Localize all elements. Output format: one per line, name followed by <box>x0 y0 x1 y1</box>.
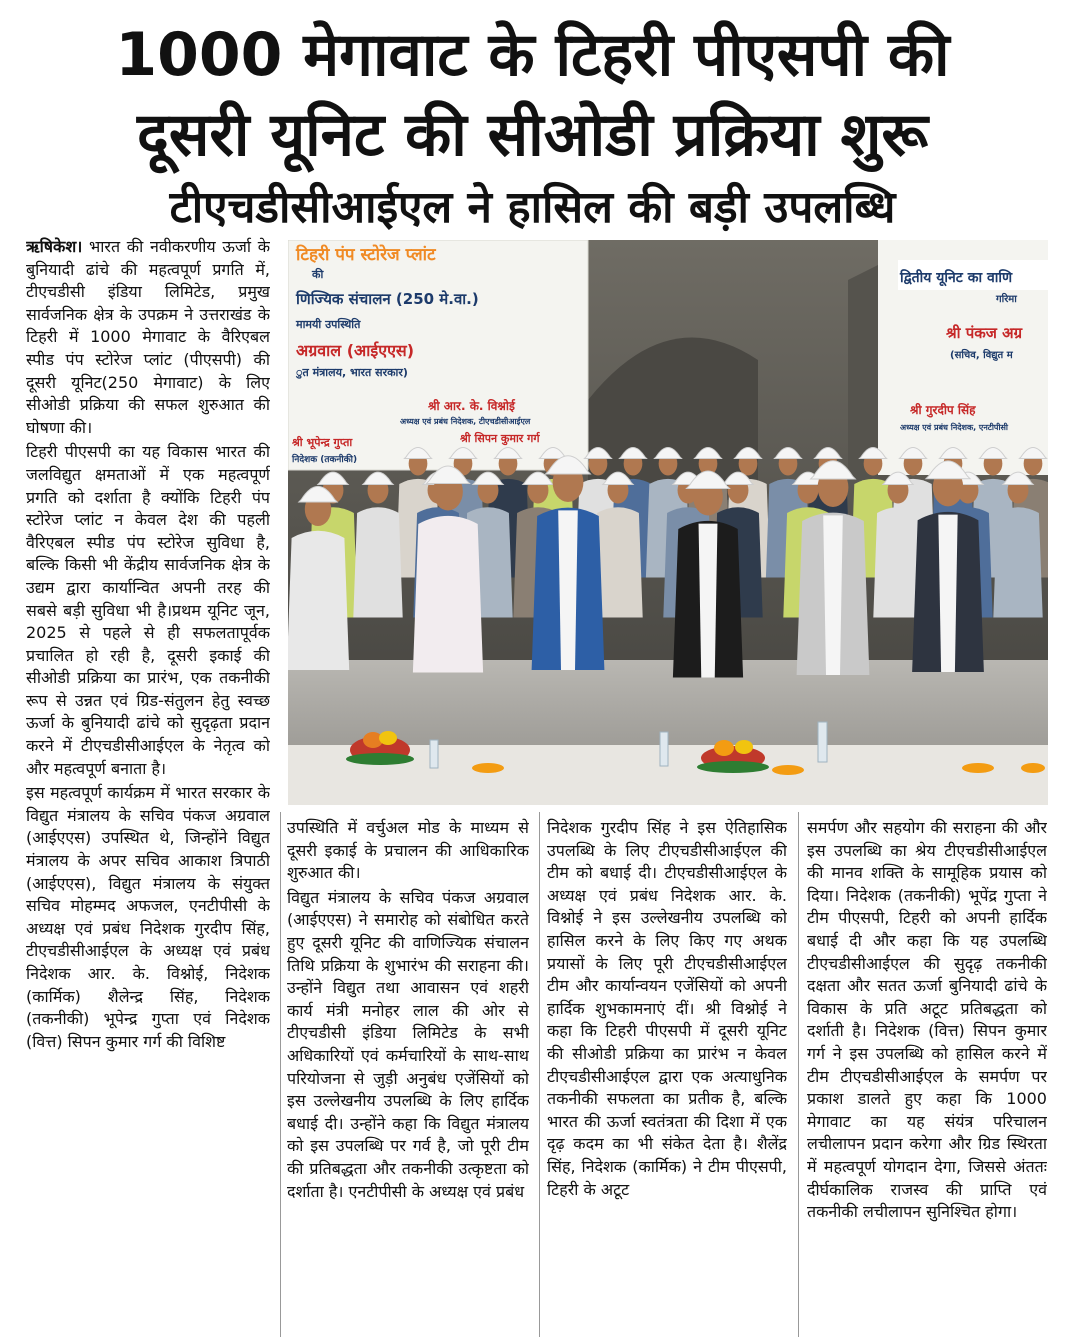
article-column-3 <box>547 817 787 1337</box>
banner-right-name: श्री गुरदीप सिंह <box>910 403 976 417</box>
headline-line-2: दूसरी यूनिट की सीओडी प्रक्रिया शुरू <box>136 100 929 170</box>
banner-right-text: गरिमा <box>996 294 1017 305</box>
banner-left-name: श्री आर. के. विश्नोई <box>428 399 515 413</box>
banner-left-text: निदेशक (तकनीकी) <box>292 455 358 465</box>
subheadline: टीएचडीसीआईएल ने हासिल की बड़ी उपलब्धि <box>169 182 896 233</box>
paragraph: भारत की नवीकरणीय ऊर्जा के बुनियादी ढांचे की महत्वपूर्ण प्रगति में, टीएचडीसी इंडिया लिमिटेड, प्रमुख सार्वजनिक क्षेत्र के उपक्रम ने उत्तराखंड के टिहरी में 1000 मेगावाट के वैरिएबल स्पीड पंप स्टोरेज प्लांट (पीएसपी) की दूसरी यूनिट(250 मेगावाट) के लिए सीओडी प्रक्रिया की सफल शुरुआत की घोषणा की। <box>26 237 270 437</box>
article-column-2 <box>287 817 529 1337</box>
dateline: ऋषिकेश। <box>26 237 83 256</box>
banner-right-text: (सचिव, विद्युत म <box>950 350 1013 361</box>
banner-left-name: श्री भूपेन्द्र गुप्ता <box>292 436 353 449</box>
banner-left-text: की <box>312 268 324 281</box>
banner-right-name: श्री पंकज अग्र <box>946 324 1023 342</box>
article-column-4 <box>807 817 1047 1337</box>
paragraph: विद्युत मंत्रालय के सचिव पंकज अग्रवाल (आईएएस) ने समारोह को संबोधित करते हुए दूसरी यूनिट की वाणिज्यिक संचालन तिथि प्रक्रिया के शुभारंभ की सराहना की। उन्होंने विद्युत तथा आवासन एवं शहरी कार्य मंत्री मनोहर लाल की ओर से टीएचडीसी इंडिया लिमिटेड के सभी अधिकारियों एवं कर्मचारियों के साथ-साथ परियोजना से जुड़ी अनुबंध एजेंसियों को इस उल्लेखनीय उपलब्धि के लिए हार्दिक बधाई दी। उन्होंने कहा कि विद्युत मंत्रालय को इस उपलब्धि पर गर्व है, जो पूरी टीम की प्रतिबद्धता और तकनीकी उत्कृष्टता को दर्शाता है। एनटीपीसी के अध्यक्ष एवं प्रबंध <box>287 887 529 1201</box>
banner-left-text: ुत मंत्रालय, भारत सरकार) <box>296 366 408 379</box>
paragraph: टिहरी पीएसपी का यह विकास भारत की जलविद्युत क्षमताओं में एक महत्वपूर्ण प्रगति को दर्शाता है क्योंकि टिहरी पंप स्टोरेज प्लांट न केवल देश की पहली वैरिएबल स्पीड पंप स्टोरेज सुविधा है, बल्कि किसी भी केंद्रीय सार्वजनिक क्षेत्र के उद्यम द्वारा कार्यान्वित अपनी तरह की सबसे बड़ी सुविधा भी है।प्रथम यूनिट जून, 2025 से पहले से ही सफलतापूर्वक प्रचालित हो रही है, दूसरी इकाई की सीओडी प्रक्रिया का प्रारंभ, एक तकनीकी रूप से उन्नत एवं ग्रिड-संतुलन हेतु स्वच्छ ऊर्जा के बुनियादी ढांचे को सुदृढ़ता प्रदान करने में टीएचडीसीआईएल के नेतृत्व को और महत्वपूर्ण बनाता है। <box>26 442 270 778</box>
column-rule <box>280 812 281 1337</box>
headline-line-1: 1000 मेगावाट के टिहरी पीएसपी की <box>115 20 950 90</box>
column-rule <box>539 812 540 1337</box>
paragraph: इस महत्वपूर्ण कार्यक्रम में भारत सरकार के विद्युत मंत्रालय के सचिव पंकज अग्रवाल (आईएएस) उपस्थित थे, जिन्होंने विद्युत मंत्रालय के अपर सचिव आकाश त्रिपाठी (आईएएस), विद्युत मंत्रालय के संयुक्त सचिव मोहम्मद अफजल, एनटीपीसी के अध्यक्ष एवं प्रबंध निदेशक गुरदीप सिंह, टीएचडीसीआईएल के अध्यक्ष एवं प्रबंध निदेशक आर. के. विश्नोई, निदेशक (कार्मिक) शैलेन्द्र सिंह, निदेशक (तकनीकी) भूपेन्द्र गुप्ता एवं निदेशक (वित्त) सिपन कुमार गर्ग की विशिष्ट <box>26 783 270 1051</box>
banner-left-name: श्री सिपन कुमार गर्ग <box>460 432 540 445</box>
banner-right-text: अध्यक्ष एवं प्रबंध निदेशक, एनटीपीसी <box>900 423 1008 432</box>
paragraph: निदेशक गुरदीप सिंह ने इस ऐतिहासिक उपलब्धि के लिए टीएचडीसीआईएल की टीम को बधाई दी। टीएचडीसीआईएल के अध्यक्ष एवं प्रबंध निदेशक आर. के. विश्नोई ने इस उल्लेखनीय उपलब्धि को हासिल करने के लिए किए गए अथक प्रयासों के लिए पूरी टीएचडीसीआईएल टीम और कार्यान्वयन एजेंसियों को अपनी हार्दिक शुभकामनाएं दीं। श्री विश्नोई ने कहा कि टिहरी पीएसपी में दूसरी यूनिट की सीओडी प्रक्रिया का प्रारंभ न केवल टीएचडीसीआईएल द्वारा एक अत्याधुनिक तकनीकी सफलता का प्रतीक है, बल्कि भारत की ऊर्जा स्वतंत्रता की दिशा में एक दृढ़ कदम का भी संकेत देता है। शैलेंद्र सिंह, निदेशक (कार्मिक) ने टीम पीएसपी, टिहरी के अटूट <box>547 818 787 1199</box>
article-column-1 <box>26 236 270 1336</box>
banner-left-name: अग्रवाल (आईएएस) <box>296 341 415 360</box>
banner-left-title: टिहरी पंप स्टोरेज प्लांट <box>296 245 436 265</box>
paragraph: समर्पण और सहयोग की सराहना की और इस उपलब्धि का श्रेय टीएचडीसीआईएल की मानव शक्ति के सामूहिक प्रयास को दिया। निदेशक (तकनीकी) भूपेंद्र गुप्ता ने टीम पीएसपी, टिहरी को अपनी हार्दिक बधाई दी और कहा कि यह उपलब्धि टीएचडीसीआईएल की सुदृढ़ तकनीकी दक्षता और सतत ऊर्जा बुनियादी ढांचे के विकास के प्रति अटूट प्रतिबद्धता को दर्शाती है। निदेशक (वित्त) सिपन कुमार गर्ग ने इस उपलब्धि को हासिल करने में टीम टीएचडीसीआईएल के समर्पण पर प्रकाश डालते हुए कहा कि 1000 मेगावाट का यह संयंत्र परिचालन लचीलापन प्रदान करेगा और ग्रिड स्थिरता में महत्वपूर्ण योगदान देगा, जिससे अंततः दीर्घकालिक राजस्व की प्राप्ति एवं तकनीकी लचीलापन सुनिश्चित होगा। <box>807 818 1047 1222</box>
event-photo <box>288 240 1048 805</box>
banner-left-text: मामयी उपस्थिति <box>296 318 361 331</box>
paragraph: उपस्थिति में वर्चुअल मोड के माध्यम से दूसरी इकाई के प्रचालन की आधिकारिक शुरुआत की। <box>287 818 529 883</box>
column-rule <box>798 812 799 1337</box>
banner-left-text: अध्यक्ष एवं प्रबंध निदेशक, टीएचडीसीआईएल <box>400 417 531 426</box>
banner-left-text: णिज्यिक संचालन (250 मे.वा.) <box>296 290 479 308</box>
banner-right-title: द्वितीय यूनिट का वाणि <box>900 270 1013 286</box>
